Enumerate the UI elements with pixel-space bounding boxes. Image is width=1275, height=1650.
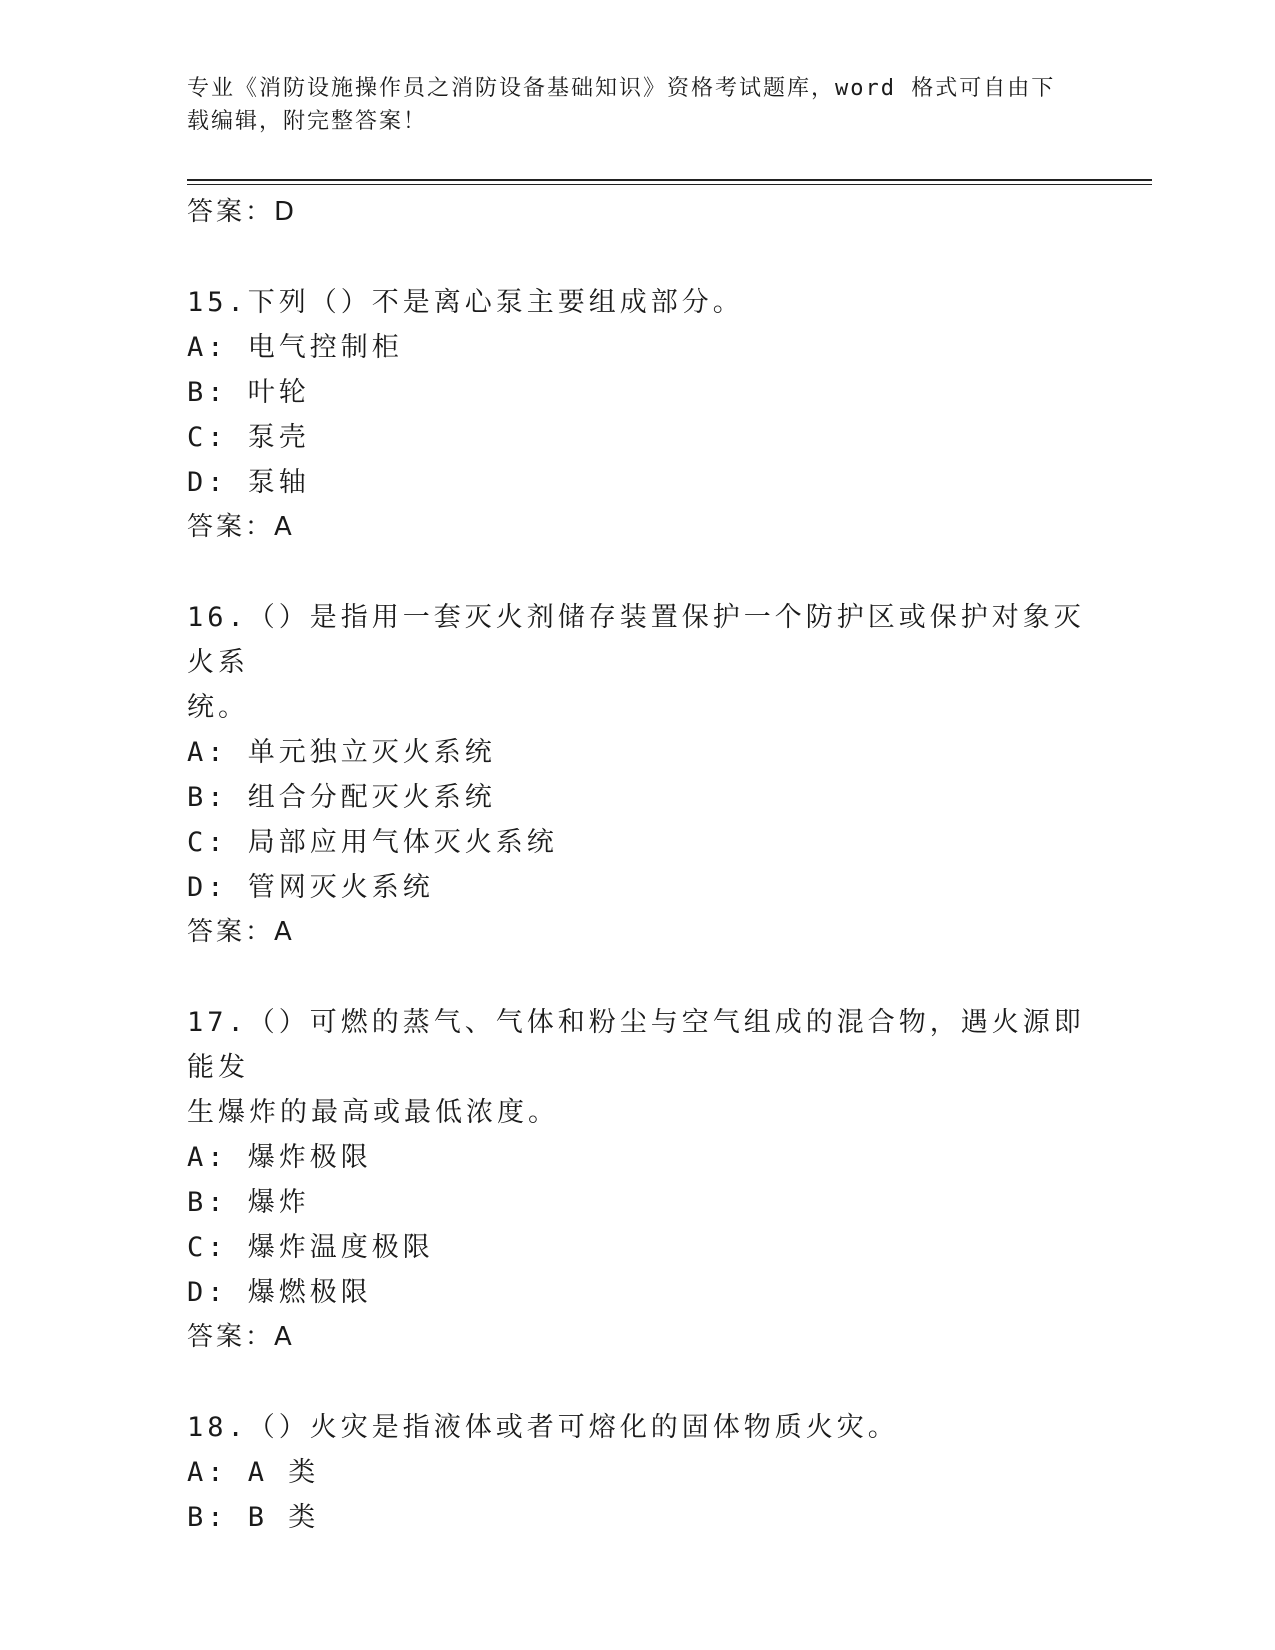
header-line-1: 专业《消防设施操作员之消防设备基础知识》资格考试题库，word 格式可自由下 xyxy=(187,76,1056,101)
option-b: B: 组合分配灭火系统 xyxy=(187,782,496,813)
spacer xyxy=(187,955,1087,1000)
question-stem: 18.（）火灾是指液体或者可熔化的固体物质火灾。 xyxy=(187,1412,899,1443)
question-stem-line-1: 16.（）是指用一套灭火剂储存装置保护一个防护区或保护对象灭火系 xyxy=(187,602,1085,678)
question-stem-line-2: 统。 xyxy=(187,692,249,723)
option-a: A: 电气控制柜 xyxy=(187,332,403,363)
option-a: A: 单元独立灭火系统 xyxy=(187,737,496,768)
answer: 答案：A xyxy=(187,512,295,542)
header-line-2: 载编辑，附完整答案！ xyxy=(187,109,428,134)
question-17 xyxy=(187,1000,1087,1360)
option-d: D: 管网灭火系统 xyxy=(187,872,434,903)
question-15 xyxy=(187,280,1087,550)
option-b: B: B 类 xyxy=(187,1502,320,1533)
question-list xyxy=(187,190,1087,1540)
question-18 xyxy=(187,1405,1087,1540)
answer: 答案：A xyxy=(187,917,295,947)
option-a: A: A 类 xyxy=(187,1457,320,1488)
option-a: A: 爆炸极限 xyxy=(187,1142,372,1173)
option-c: C: 泵壳 xyxy=(187,422,310,453)
option-d: D: 爆燃极限 xyxy=(187,1277,372,1308)
question-stem-line-2: 生爆炸的最高或最低浓度。 xyxy=(187,1097,559,1128)
question-16 xyxy=(187,595,1087,955)
option-d: D: 泵轴 xyxy=(187,467,310,498)
spacer xyxy=(187,235,1087,280)
header-divider-thick xyxy=(187,179,1152,181)
previous-answer: 答案：D xyxy=(187,197,298,227)
spacer xyxy=(187,1360,1087,1405)
question-stem: 15.下列（）不是离心泵主要组成部分。 xyxy=(187,287,744,318)
page-header xyxy=(187,72,1067,138)
option-c: C: 局部应用气体灭火系统 xyxy=(187,827,558,858)
answer: 答案：A xyxy=(187,1322,295,1352)
question-stem-line-1: 17.（）可燃的蒸气、气体和粉尘与空气组成的混合物，遇火源即能发 xyxy=(187,1007,1085,1083)
option-b: B: 爆炸 xyxy=(187,1187,310,1218)
spacer xyxy=(187,550,1087,595)
header-divider-thin xyxy=(187,184,1152,185)
option-b: B: 叶轮 xyxy=(187,377,310,408)
option-c: C: 爆炸温度极限 xyxy=(187,1232,434,1263)
